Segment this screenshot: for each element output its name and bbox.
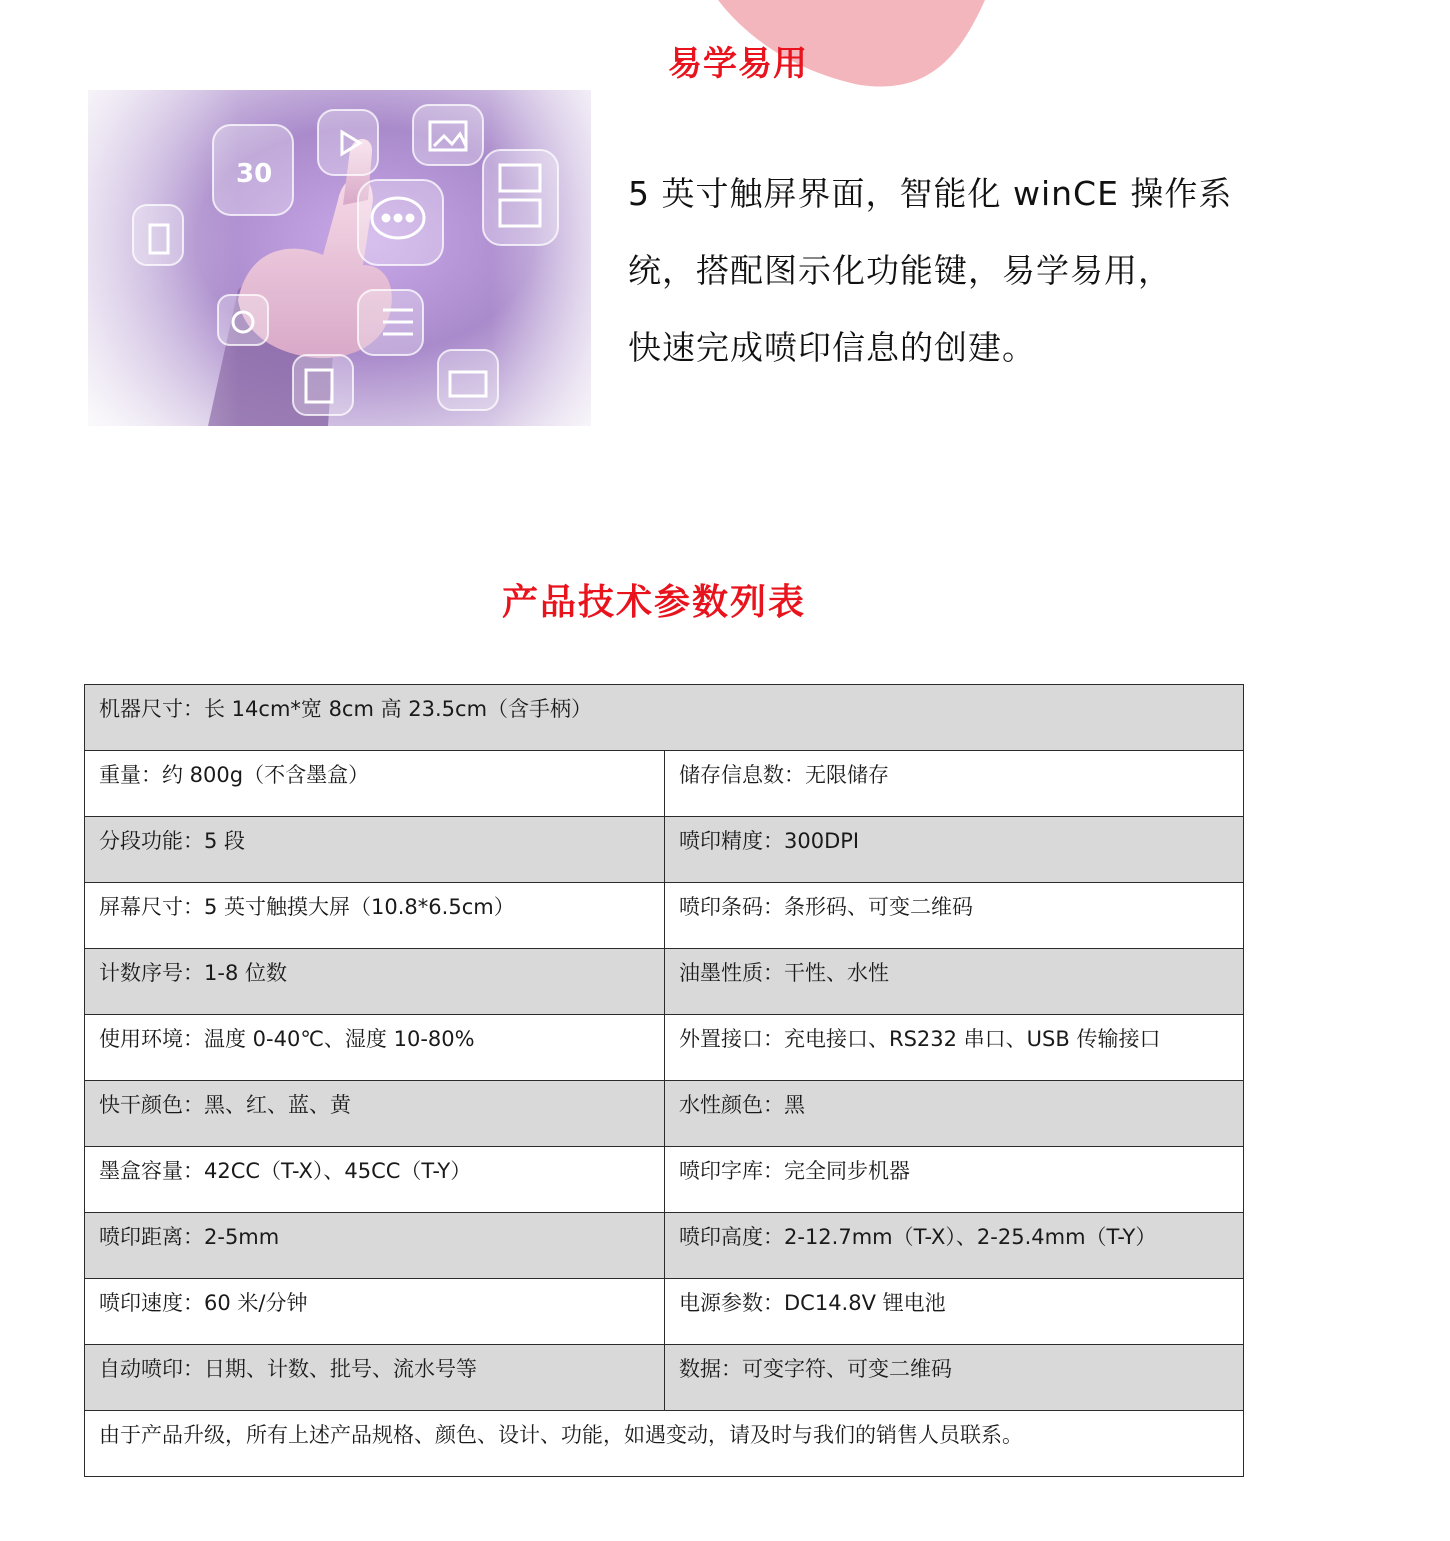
- spec-cell: 喷印速度：60 米/分钟: [85, 1279, 665, 1345]
- spec-cell: 喷印条码：条形码、可变二维码: [665, 883, 1244, 949]
- feature-line: 统，搭配图示化功能键，易学易用，: [628, 251, 1172, 290]
- table-row: [85, 1411, 1244, 1477]
- spec-cell: 数据：可变字符、可变二维码: [665, 1345, 1244, 1411]
- spec-cell: 喷印距离：2-5mm: [85, 1213, 665, 1279]
- spec-table: [84, 684, 1244, 1477]
- spec-cell: 使用环境：温度 0-40℃、湿度 10-80%: [85, 1015, 665, 1081]
- feature-line: 5 英寸触屏界面，智能化 winCE 操作系: [628, 174, 1233, 213]
- spec-cell: 外置接口：充电接口、RS232 串口、USB 传输接口: [665, 1015, 1244, 1081]
- table-row: [85, 1345, 1244, 1411]
- table-row: [85, 817, 1244, 883]
- spec-cell: 屏幕尺寸：5 英寸触摸大屏（10.8*6.5cm）: [85, 883, 665, 949]
- spec-note-cell: 由于产品升级，所有上述产品规格、颜色、设计、功能，如遇变动，请及时与我们的销售人员联系。: [85, 1411, 1244, 1477]
- spec-cell: 水性颜色：黑: [665, 1081, 1244, 1147]
- table-row: [85, 1147, 1244, 1213]
- table-row: [85, 751, 1244, 817]
- spec-cell: 自动喷印：日期、计数、批号、流水号等: [85, 1345, 665, 1411]
- feature-line: 快速完成喷印信息的创建。: [628, 328, 1036, 367]
- table-row: [85, 949, 1244, 1015]
- spec-cell: 机器尺寸：长 14cm*宽 8cm 高 23.5cm（含手柄）: [85, 685, 1244, 751]
- spec-cell: 分段功能：5 段: [85, 817, 665, 883]
- section-title: 产品技术参数列表: [501, 582, 806, 623]
- feature-title: 易学易用: [668, 44, 808, 84]
- spec-cell: 快干颜色：黑、红、蓝、黄: [85, 1081, 665, 1147]
- spec-cell: 计数序号：1-8 位数: [85, 949, 665, 1015]
- spec-cell: 喷印精度：300DPI: [665, 817, 1244, 883]
- spec-cell: 喷印高度：2-12.7mm（T-X）、2-25.4mm（T-Y）: [665, 1213, 1244, 1279]
- table-row: [85, 1015, 1244, 1081]
- table-row: [85, 685, 1244, 751]
- spec-cell: 电源参数：DC14.8V 锂电池: [665, 1279, 1244, 1345]
- touchscreen-illustration: [88, 90, 591, 426]
- table-row: [85, 883, 1244, 949]
- table-row: [85, 1279, 1244, 1345]
- spec-cell: 墨盒容量：42CC（T-X）、45CC（T-Y）: [85, 1147, 665, 1213]
- spec-cell: 重量：约 800g（不含墨盒）: [85, 751, 665, 817]
- spec-cell: 储存信息数：无限储存: [665, 751, 1244, 817]
- table-row: [85, 1213, 1244, 1279]
- table-row: [85, 1081, 1244, 1147]
- spec-cell: 油墨性质：干性、水性: [665, 949, 1244, 1015]
- feature-description: [628, 155, 1288, 386]
- spec-cell: 喷印字库：完全同步机器: [665, 1147, 1244, 1213]
